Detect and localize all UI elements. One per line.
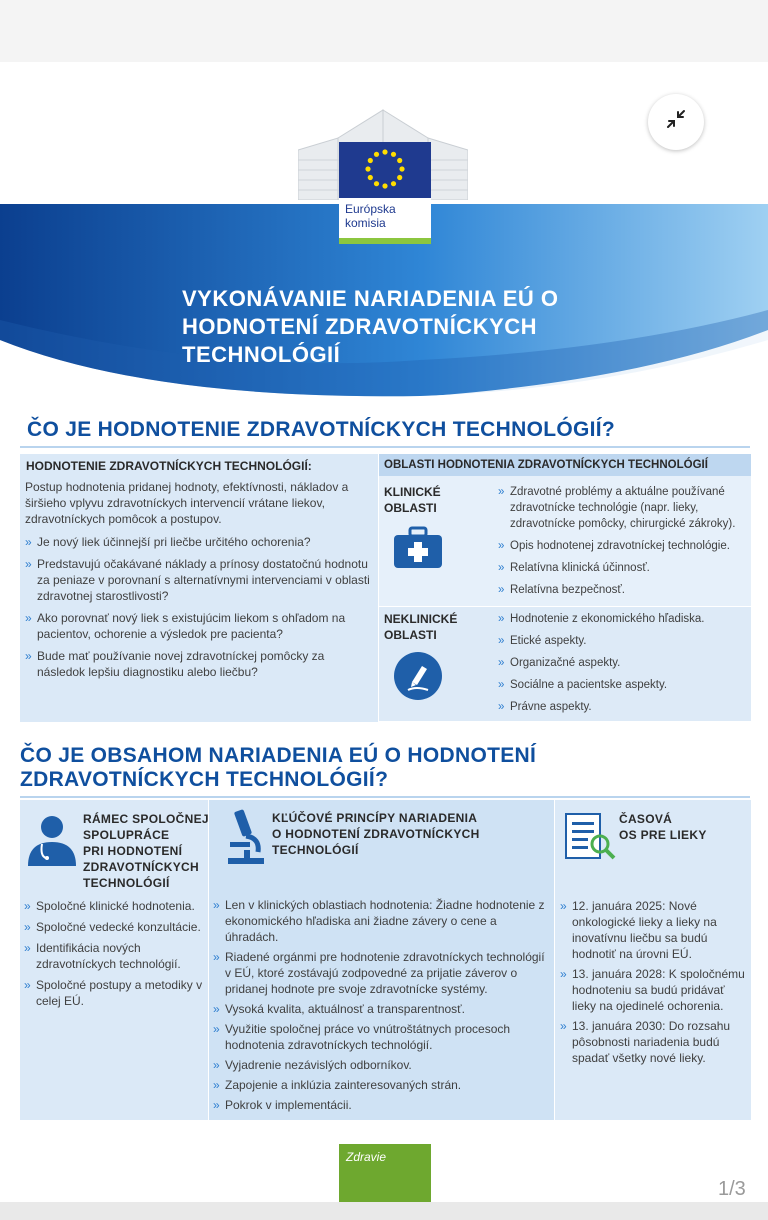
- medical-kit-icon: [393, 526, 443, 575]
- nonclinical-areas-list: [498, 611, 748, 715]
- list-item: » Hodnotenie z ekonomického hľadiska.: [498, 611, 748, 627]
- page-indicator: 1/3: [718, 1178, 746, 1200]
- title-line: SPOLUPRÁCE: [83, 828, 170, 842]
- section2-heading: [20, 744, 740, 792]
- list-item: » Relatívna klinická účinnosť.: [498, 560, 748, 576]
- list-item: » Ako porovnať nový liek s existujúcim liekom s ohľadom na pacientov, ochorenie a výsledok pre pacienta?: [25, 610, 370, 642]
- clinical-areas-list: [498, 484, 748, 598]
- nonclinical-label-line1: NEKLINICKÉ: [384, 612, 458, 626]
- list-item: » Je nový liek účinnejší pri liečbe určitého ochorenia?: [25, 534, 370, 550]
- title-line: TECHNOLÓGIÍ: [272, 843, 359, 857]
- key-principles-title: [272, 810, 480, 858]
- list-item: » Riadené orgánmi pre hodnotenie zdravotníckych technológií v EÚ, ktoré zostávajú zodpovedné za prijatie záverov o pridanej hodnote pre svoje zdravotnícke systémy.: [213, 949, 551, 997]
- title-line2: HODNOTENÍ ZDRAVOTNÍCKYCH: [182, 314, 538, 339]
- list-item: » Vysoká kvalita, aktuálnosť a transparentnosť.: [213, 1001, 551, 1017]
- timeline-list: [560, 898, 748, 1066]
- logo-text-line2: komisia: [345, 216, 386, 230]
- title-line3: TECHNOLÓGIÍ: [182, 342, 341, 367]
- title-line1: VYKONÁVANIE NARIADENIA EÚ O: [182, 286, 559, 311]
- document-title: [182, 285, 652, 369]
- title-line: RÁMEC SPOLOČNEJ: [83, 812, 209, 826]
- document-search-icon: [564, 812, 618, 867]
- list-item: » Vyjadrenie nezávislých odborníkov.: [213, 1057, 551, 1073]
- european-commission-logo: [339, 142, 431, 244]
- section2-heading-line1: ČO JE OBSAHOM NARIADENIA EÚ O HODNOTENÍ: [20, 744, 537, 767]
- logo-green-stripe: [339, 238, 431, 244]
- title-line: TECHNOLÓGIÍ: [83, 876, 170, 890]
- list-item: » Spoločné postupy a metodiky v celej EÚ.: [24, 977, 204, 1009]
- list-item: » 12. januára 2025: Nové onkologické lieky a lieky na inovatívnu liečbu sa budú hodnotiť na úrovni EÚ.: [560, 898, 748, 962]
- clinical-label-line1: KLINICKÉ: [384, 485, 441, 499]
- list-item: » 13. januára 2030: Do rozsahu pôsobnosti nariadenia budú spadať všetky nové lieky.: [560, 1018, 748, 1066]
- signing-pen-icon: [394, 652, 442, 700]
- list-item: » Bude mať používanie novej zdravotníckej pomôcky za následok lepšiu diagnostiku alebo liečbu?: [25, 648, 370, 680]
- section2-divider: [20, 796, 750, 798]
- list-item: » Sociálne a pacientske aspekty.: [498, 677, 748, 693]
- microscope-icon: [224, 808, 268, 871]
- collapse-arrows-icon: [664, 107, 688, 137]
- assessment-areas-title: OBLASTI HODNOTENIA ZDRAVOTNÍCKYCH TECHNOLÓGIÍ: [384, 459, 708, 471]
- list-item: » Spoločné vedecké konzultácie.: [24, 919, 204, 935]
- section1-divider: [20, 446, 750, 448]
- title-line: KĽÚČOVÉ PRINCÍPY NARIADENIA: [272, 811, 478, 825]
- list-item: » Predstavujú očakávané náklady a prínosy dostatočnú hodnotu za peniaze v porovnaní s alternatívnymi intervenciami v oblasti zdravotnej starostlivosti?: [25, 556, 370, 604]
- collapse-fullscreen-button[interactable]: [648, 94, 704, 150]
- key-principles-list: [213, 897, 551, 1113]
- list-item: » Zdravotné problémy a aktuálne používané zdravotnícke technológie (napr. lieky, zdravotnícke pomôcky, chirurgické zákroky).: [498, 484, 748, 532]
- cooperation-framework-title: [83, 811, 209, 891]
- list-item: » Právne aspekty.: [498, 699, 748, 715]
- clinical-areas-label: [384, 484, 441, 516]
- list-item: » Pokrok v implementácii.: [213, 1097, 551, 1113]
- cooperation-framework-list: [24, 898, 204, 1009]
- category-tag-health: Zdravie: [339, 1144, 431, 1204]
- list-item: » Využitie spoločnej práce vo vnútroštátnych procesoch hodnotenia zdravotníckych technológií.: [213, 1021, 551, 1053]
- hta-questions-list: [25, 534, 370, 680]
- title-line: OS PRE LIEKY: [619, 828, 707, 842]
- eu-flag-icon: [339, 142, 431, 198]
- list-item: » Identifikácia nových zdravotníckych technológií.: [24, 940, 204, 972]
- viewer-bottom-bar: [0, 1202, 768, 1220]
- title-line: ČASOVÁ: [619, 812, 673, 826]
- list-item: » Opis hodnotenej zdravotníckej technológie.: [498, 538, 748, 554]
- title-line: PRI HODNOTENÍ: [83, 844, 183, 858]
- doctor-icon: [24, 812, 80, 871]
- list-item: » 13. januára 2028: K spoločnému hodnoteniu sa budú pridávať lieky na ojedinelé ochorenia.: [560, 966, 748, 1014]
- list-item: » Len v klinických oblastiach hodnotenia: Žiadne hodnotenie z ekonomického hľadiska ani žiadne závery o cene a úhradách.: [213, 897, 551, 945]
- viewer-top-bar: [0, 0, 768, 62]
- list-item: » Zapojenie a inklúzia zainteresovaných strán.: [213, 1077, 551, 1093]
- section2-heading-line2: ZDRAVOTNÍCKYCH TECHNOLÓGIÍ?: [20, 768, 389, 791]
- title-line: ZDRAVOTNÍCKYCH: [83, 860, 199, 874]
- list-item: » Spoločné klinické hodnotenia.: [24, 898, 204, 914]
- list-item: » Organizačné aspekty.: [498, 655, 748, 671]
- list-item: » Etické aspekty.: [498, 633, 748, 649]
- section1-heading: ČO JE HODNOTENIE ZDRAVOTNÍCKYCH TECHNOLÓGIÍ?: [27, 418, 615, 441]
- logo-text-line1: Európska: [345, 202, 396, 216]
- hta-definition-text: Postup hodnotenia pridanej hodnoty, efektívnosti, nákladov a širšieho vplyvu zdravotníckych intervencií vrátane liekov, zdravotníckych pomôcok a postupov.: [25, 480, 349, 526]
- hta-definition-title: HODNOTENIE ZDRAVOTNÍCKYCH TECHNOLÓGIÍ:: [26, 459, 312, 473]
- clinical-label-line2: OBLASTI: [384, 501, 437, 515]
- nonclinical-label-line2: OBLASTI: [384, 628, 437, 642]
- nonclinical-areas-label: [384, 611, 457, 643]
- logo-label: [339, 198, 431, 238]
- timeline-title: [619, 811, 707, 843]
- title-line: O HODNOTENÍ ZDRAVOTNÍCKYCH: [272, 827, 480, 841]
- list-item: » Relatívna bezpečnosť.: [498, 582, 748, 598]
